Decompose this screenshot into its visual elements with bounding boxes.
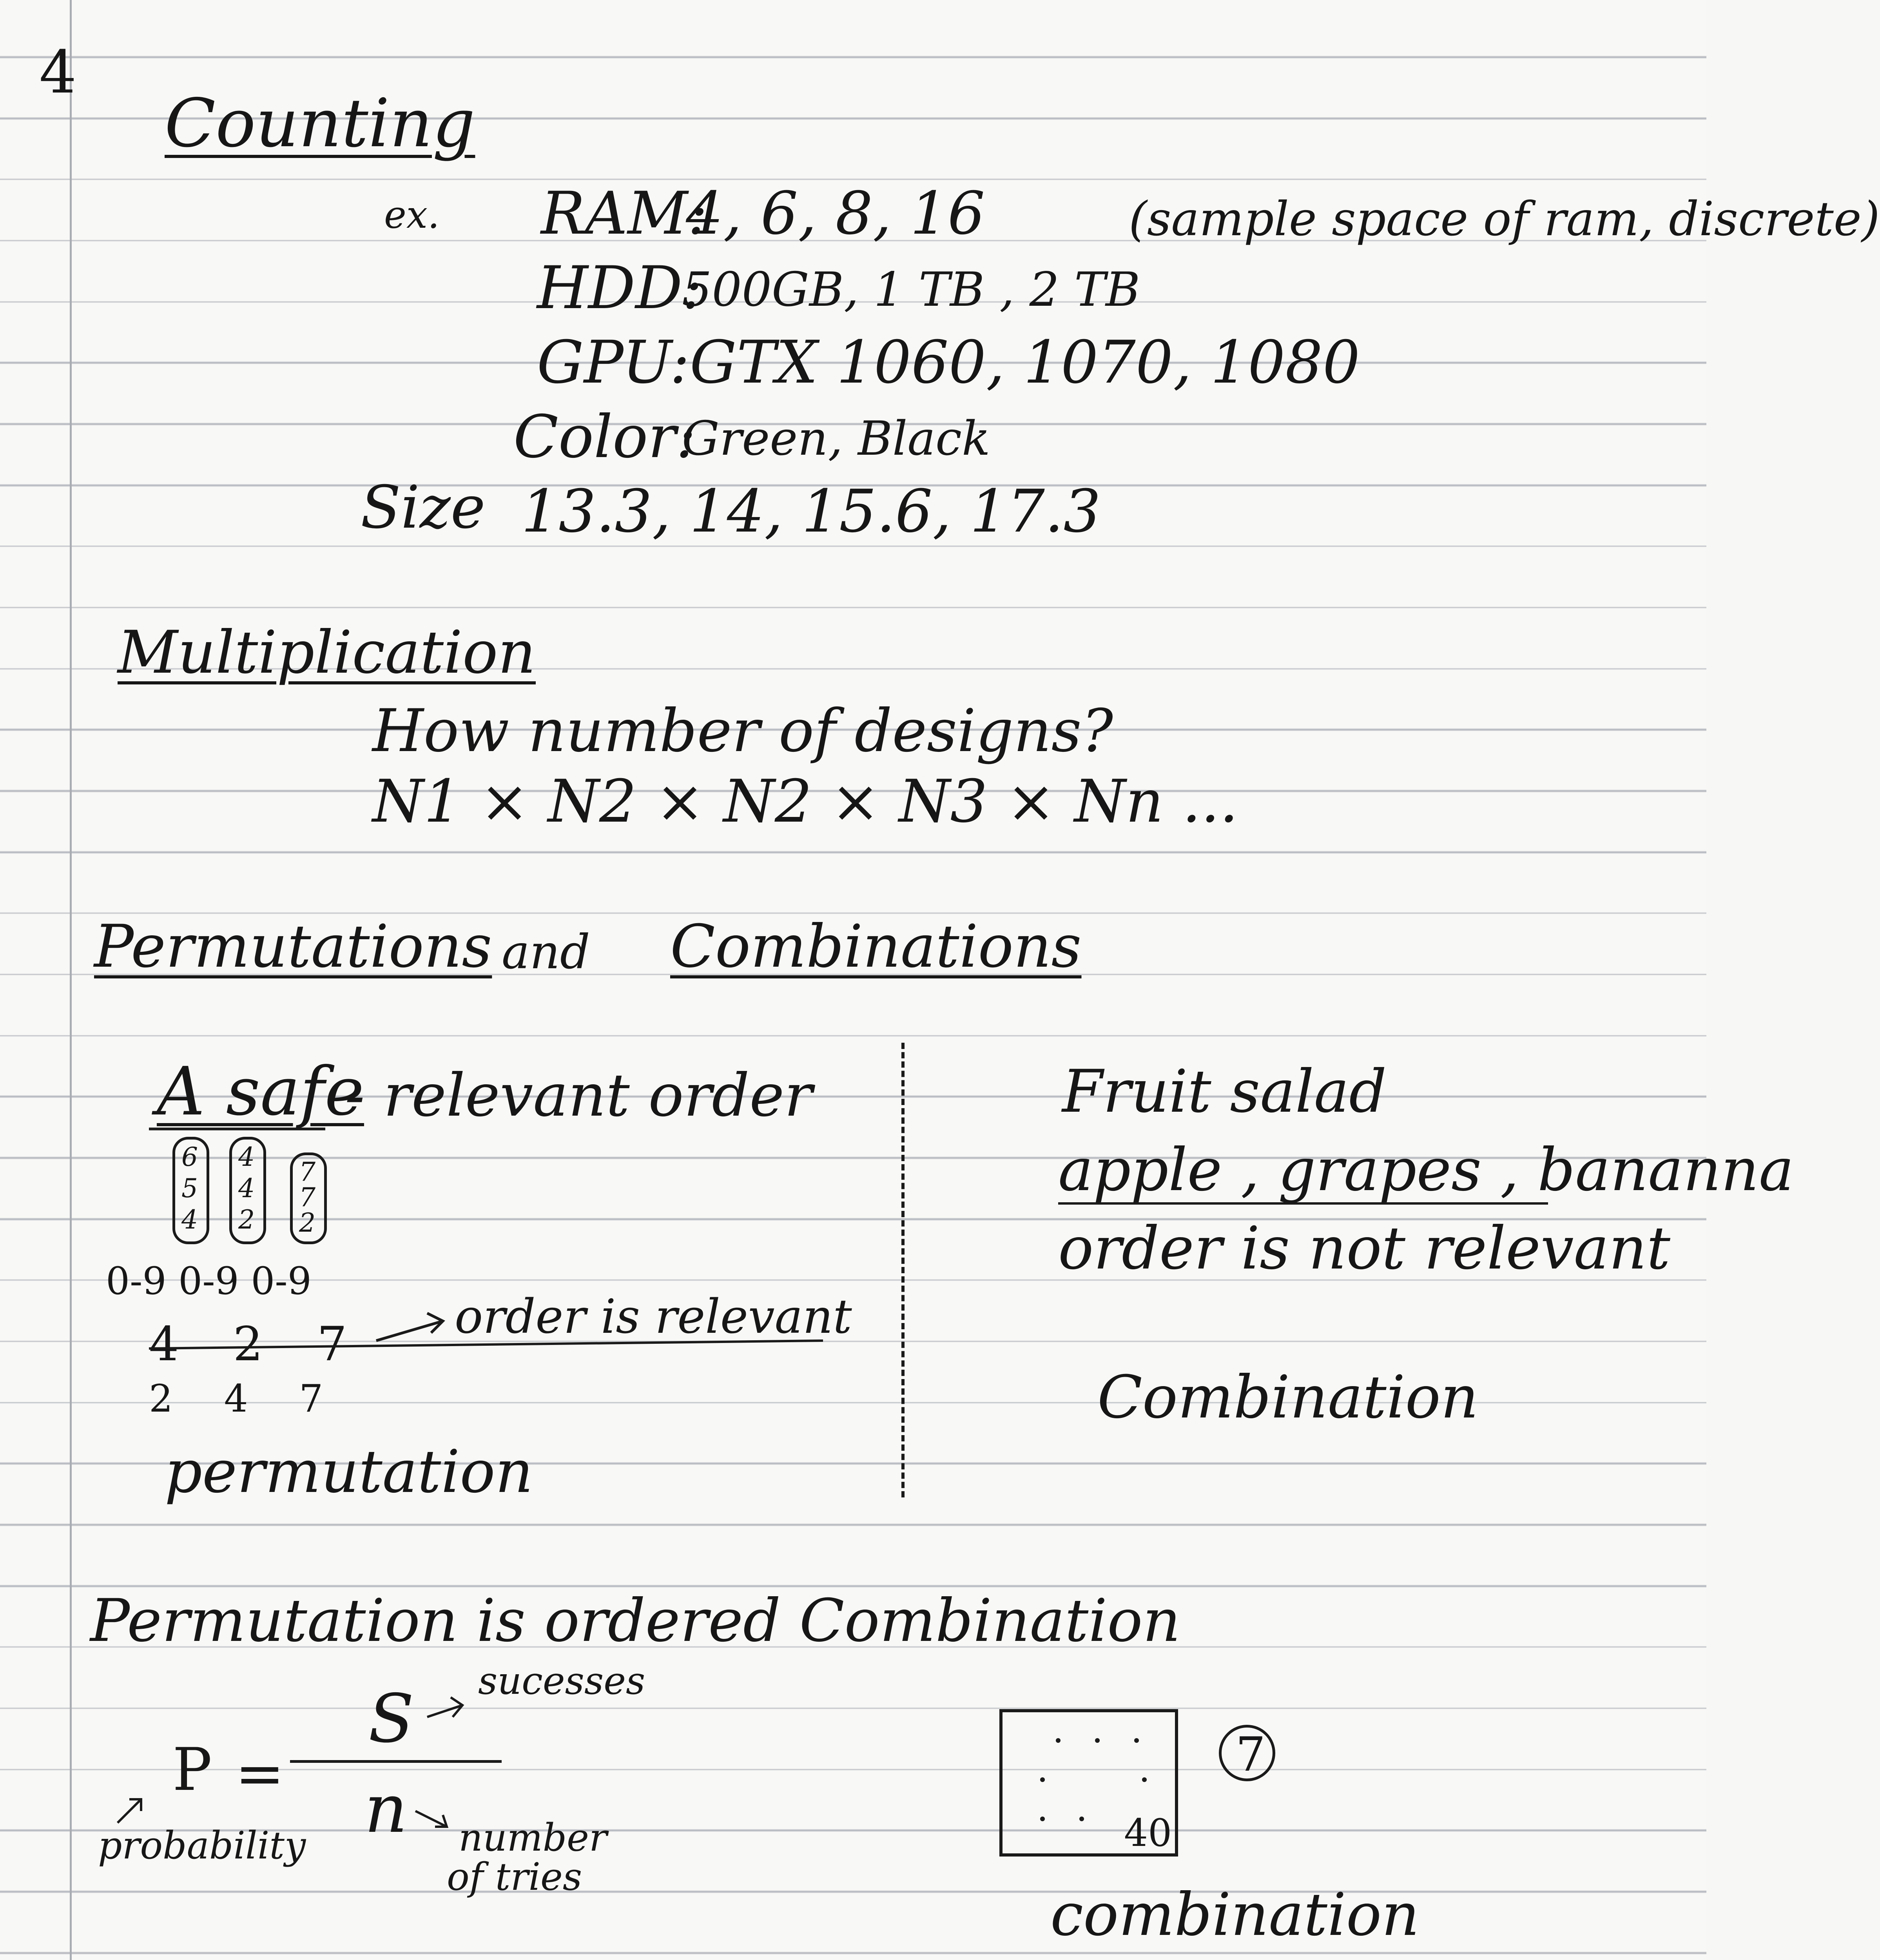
size-values: 13.3, 14, 15.6, 17.3 bbox=[521, 477, 1101, 546]
combinations-heading: Combinations bbox=[670, 913, 1082, 981]
dial-2-digit-bot: 2 bbox=[238, 1205, 255, 1235]
probability-arrow bbox=[118, 1799, 141, 1823]
box-number: 40 bbox=[1124, 1811, 1172, 1855]
counting-heading: Counting bbox=[165, 85, 475, 162]
ram-values: 4, 6, 8, 16 bbox=[686, 180, 985, 248]
p-equals: = bbox=[235, 1740, 285, 1808]
gpu-values: GTX 1060, 1070, 1080 bbox=[690, 328, 1360, 397]
tries-arrow bbox=[415, 1811, 447, 1827]
order-underline bbox=[149, 1341, 823, 1348]
order-arrow bbox=[376, 1313, 443, 1341]
ram-note: (sample space of ram, discrete) bbox=[1129, 192, 1880, 247]
fruit-items: apple , grapes , bananna bbox=[1058, 1136, 1794, 1204]
dial-ranges: 0-9 0-9 0-9 bbox=[106, 1259, 312, 1303]
dial-1-digit-bot: 4 bbox=[181, 1205, 198, 1235]
sucesses-arrow bbox=[427, 1697, 462, 1717]
lottery-combination-label: combination bbox=[1050, 1881, 1420, 1949]
size-label: Size bbox=[361, 474, 486, 542]
box-dots bbox=[1040, 1738, 1147, 1821]
permutation-is-ordered: Permutation is ordered Combination bbox=[90, 1587, 1181, 1655]
and-heading: and bbox=[502, 925, 590, 980]
safe-subtitle: - relevant order bbox=[345, 1062, 812, 1130]
ex-label: ex. bbox=[384, 193, 440, 237]
gpu-label: GPU: bbox=[537, 328, 690, 397]
page-number: 4 bbox=[39, 38, 77, 107]
dial-2-digit-top: 4 bbox=[238, 1142, 255, 1172]
hdd-values: 500GB, 1 TB , 2 TB bbox=[682, 263, 1140, 317]
order-relevant-note: order is relevant bbox=[455, 1290, 852, 1344]
fruit-salad-title: Fruit salad bbox=[1062, 1058, 1387, 1126]
probability-label: probability bbox=[98, 1824, 306, 1867]
color-values: Green, Black bbox=[682, 412, 990, 466]
permutations-heading: Permutations bbox=[94, 913, 492, 981]
hdd-label: HDD: bbox=[537, 254, 702, 322]
multiplication-heading: Multiplication bbox=[118, 619, 536, 687]
dial-1-digit-top: 6 bbox=[181, 1142, 198, 1172]
dial-3-digit-bot: 2 bbox=[299, 1208, 315, 1238]
sucesses-note: sucesses bbox=[478, 1659, 645, 1703]
dial-3-digit-mid: 7 bbox=[299, 1182, 315, 1212]
dial-2-digit-mid: 4 bbox=[238, 1173, 255, 1203]
multiplication-question: How number of designs? bbox=[372, 697, 1113, 765]
denominator-n: n bbox=[364, 1770, 408, 1848]
circled-number: 7 bbox=[1236, 1728, 1266, 1782]
permutation-label: permutation bbox=[165, 1438, 533, 1506]
color-label: Color: bbox=[513, 403, 696, 471]
dial-3-digit-top: 7 bbox=[299, 1157, 315, 1187]
example-427: 4 2 7 bbox=[149, 1317, 367, 1372]
dial-1-digit-mid: 5 bbox=[181, 1173, 198, 1203]
example-247: 2 4 7 bbox=[149, 1377, 343, 1421]
p-symbol: P bbox=[172, 1736, 212, 1804]
safe-title: A safe bbox=[157, 1053, 364, 1131]
fruit-combination-label: Combination bbox=[1097, 1363, 1479, 1432]
fruit-order-note: order is not relevant bbox=[1058, 1214, 1670, 1283]
multiplication-formula: N1 × N2 × N2 × N3 × Nn ... bbox=[372, 768, 1238, 836]
of-tries-note: of tries bbox=[447, 1855, 582, 1899]
ram-label: RAM: bbox=[541, 180, 708, 248]
number-note: number bbox=[459, 1816, 607, 1860]
numerator-s: S bbox=[368, 1680, 414, 1758]
